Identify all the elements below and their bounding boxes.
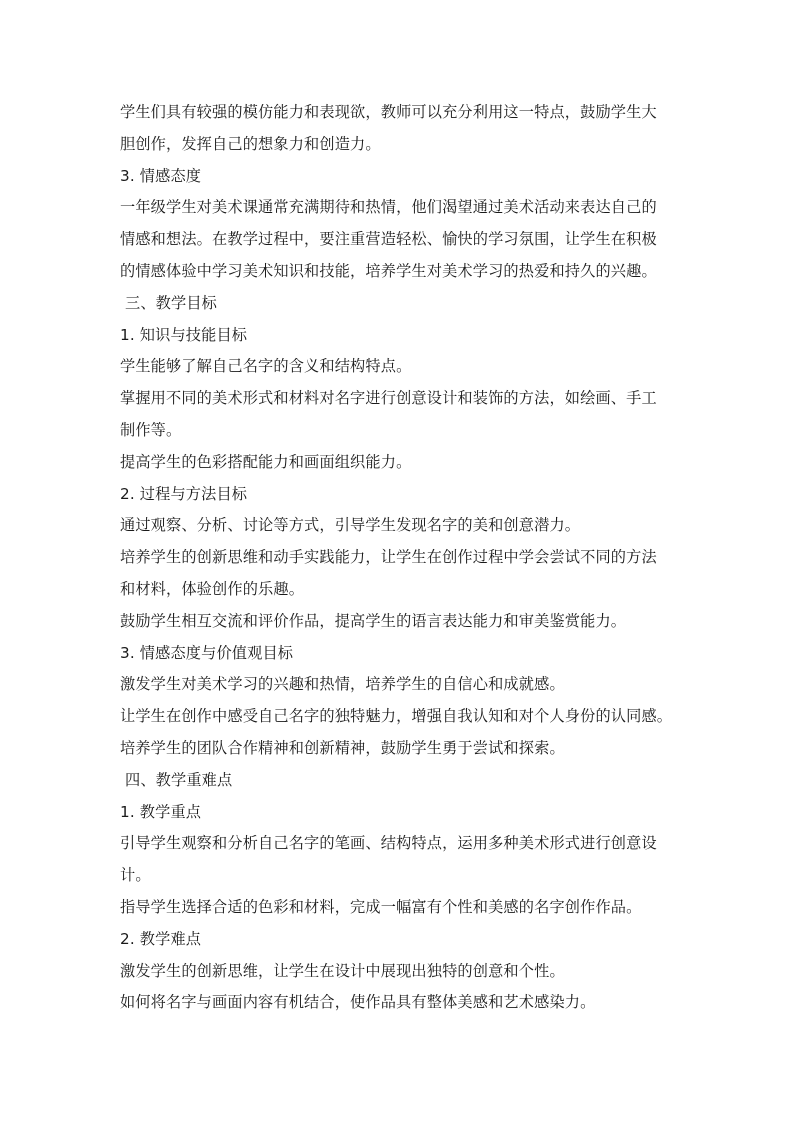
section-heading: 四、教学重难点: [125, 770, 233, 789]
paragraph-line: 激发学生的创新思维，让学生在设计中展现出独特的创意和个性。: [120, 961, 565, 980]
paragraph-line: 如何将名字与画面内容有机结合，使作品具有整体美感和艺术感染力。: [120, 993, 596, 1012]
paragraph-line: 计。: [120, 866, 151, 885]
paragraph-line: 培养学生的创新思维和动手实践能力，让学生在创作过程中学会尝试不同的方法: [120, 548, 657, 567]
paragraph-line: 提高学生的色彩搭配能力和画面组织能力。: [120, 452, 412, 471]
paragraph-line: 鼓励学生相互交流和评价作品，提高学生的语言表达能力和审美鉴赏能力。: [120, 611, 627, 630]
paragraph-line: 一年级学生对美术课通常充满期待和热情，他们渴望通过美术活动来表达自己的: [120, 198, 657, 217]
paragraph-line: 和材料，体验创作的乐趣。: [120, 579, 305, 598]
subsection-heading: 1. 知识与技能目标: [120, 325, 248, 344]
paragraph-line: 学生能够了解自己名字的含义和结构特点。: [120, 357, 412, 376]
paragraph-line: 掌握用不同的美术形式和材料对名字进行创意设计和装饰的方法，如绘画、手工: [120, 389, 657, 408]
subsection-heading: 2. 过程与方法目标: [120, 484, 248, 503]
paragraph-line: 指导学生选择合适的色彩和材料，完成一幅富有个性和美感的名字创作作品。: [120, 897, 642, 916]
paragraph-line: 通过观察、分析、讨论等方式，引导学生发现名字的美和创意潜力。: [120, 516, 581, 535]
paragraph-line: 情感和想法。在教学过程中，要注重营造轻松、愉快的学习氛围，让学生在积极: [120, 230, 657, 249]
subsection-heading: 3. 情感态度: [120, 166, 202, 185]
document-body: [120, 97, 680, 1019]
paragraph-line: 引导学生观察和分析自己名字的笔画、结构特点，运用多种美术形式进行创意设: [120, 834, 657, 853]
subsection-heading: 1. 教学重点: [120, 802, 202, 821]
paragraph-line: 制作等。: [120, 420, 182, 439]
subsection-heading: 3. 情感态度与价值观目标: [120, 643, 294, 662]
paragraph-line: 让学生在创作中感受自己名字的独特魅力，增强自我认知和对个人身份的认同感。: [120, 707, 673, 726]
paragraph-line: 的情感体验中学习美术知识和技能，培养学生对美术学习的热爱和持久的兴趣。: [120, 261, 657, 280]
subsection-heading: 2. 教学难点: [120, 929, 202, 948]
paragraph-line: 学生们具有较强的模仿能力和表现欲，教师可以充分利用这一特点，鼓励学生大: [120, 103, 657, 121]
section-heading: 三、教学目标: [125, 293, 218, 312]
paragraph-line: 激发学生对美术学习的兴趣和热情，培养学生的自信心和成就感。: [120, 675, 565, 694]
paragraph-line: 培养学生的团队合作精神和创新精神，鼓励学生勇于尝试和探索。: [120, 738, 565, 757]
paragraph-line: 胆创作，发挥自己的想象力和创造力。: [120, 134, 381, 153]
